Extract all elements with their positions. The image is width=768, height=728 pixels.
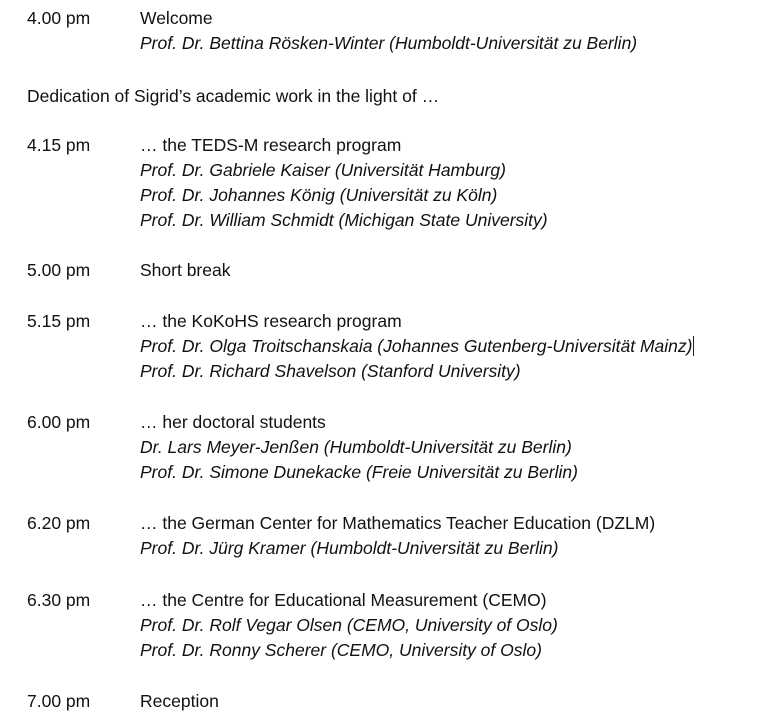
entry-content (140, 133, 762, 233)
speaker-name: Prof. Dr. Simone Dunekacke (Freie Universität zu Berlin) (140, 462, 578, 482)
entry-title: Reception (140, 691, 219, 711)
entry-content (140, 511, 762, 561)
entry-title: … the Centre for Educational Measurement (CEMO) (140, 590, 547, 610)
entry-content (140, 588, 762, 663)
entry-content (140, 689, 762, 714)
entry-title: Welcome (140, 8, 213, 28)
entry-content (140, 309, 762, 384)
entry-title: Short break (140, 260, 231, 280)
speaker-name: Dr. Lars Meyer-Jenßen (Humboldt-Universität zu Berlin) (140, 437, 572, 457)
speaker-name: Prof. Dr. Gabriele Kaiser (Universität Hamburg) (140, 160, 506, 180)
entry-time: 6.20 pm (27, 513, 91, 533)
entry-title: … the TEDS-M research program (140, 135, 402, 155)
entry-title: … the German Center for Mathematics Teacher Education (DZLM) (140, 513, 656, 533)
speaker-name-text: Prof. Dr. Olga Troitschanskaia (Johannes Gutenberg-Universität Mainz) (140, 336, 693, 356)
entry-time: 6.30 pm (27, 590, 91, 610)
speaker-name: Prof. Dr. Ronny Scherer (CEMO, University of Oslo) (140, 640, 542, 660)
speaker-name (140, 334, 762, 359)
entry-title: … her doctoral students (140, 412, 326, 432)
speaker-name: Prof. Dr. Jürg Kramer (Humboldt-Universität zu Berlin) (140, 538, 559, 558)
speaker-name: Prof. Dr. Richard Shavelson (Stanford University) (140, 361, 521, 381)
entry-content (140, 258, 762, 283)
entry-content (140, 410, 762, 485)
entry-time: 6.00 pm (27, 412, 91, 432)
entry-time: 4.15 pm (27, 135, 91, 155)
dedication-intro: Dedication of Sigrid’s academic work in the light of … (27, 86, 440, 106)
entry-time: 7.00 pm (27, 691, 91, 711)
speaker-name: Prof. Dr. Rolf Vegar Olsen (CEMO, University of Oslo) (140, 615, 558, 635)
text-cursor (693, 336, 694, 356)
speaker-name: Prof. Dr. Johannes König (Universität zu Köln) (140, 185, 498, 205)
speaker-name: Prof. Dr. Bettina Rösken-Winter (Humboldt-Universität zu Berlin) (140, 33, 638, 53)
speaker-name: Prof. Dr. William Schmidt (Michigan State University) (140, 210, 548, 230)
entry-time: 5.15 pm (27, 311, 91, 331)
entry-time: 4.00 pm (27, 8, 91, 28)
entry-time: 5.00 pm (27, 260, 91, 280)
entry-title: … the KoKoHS research program (140, 311, 402, 331)
entry-content (140, 6, 762, 56)
